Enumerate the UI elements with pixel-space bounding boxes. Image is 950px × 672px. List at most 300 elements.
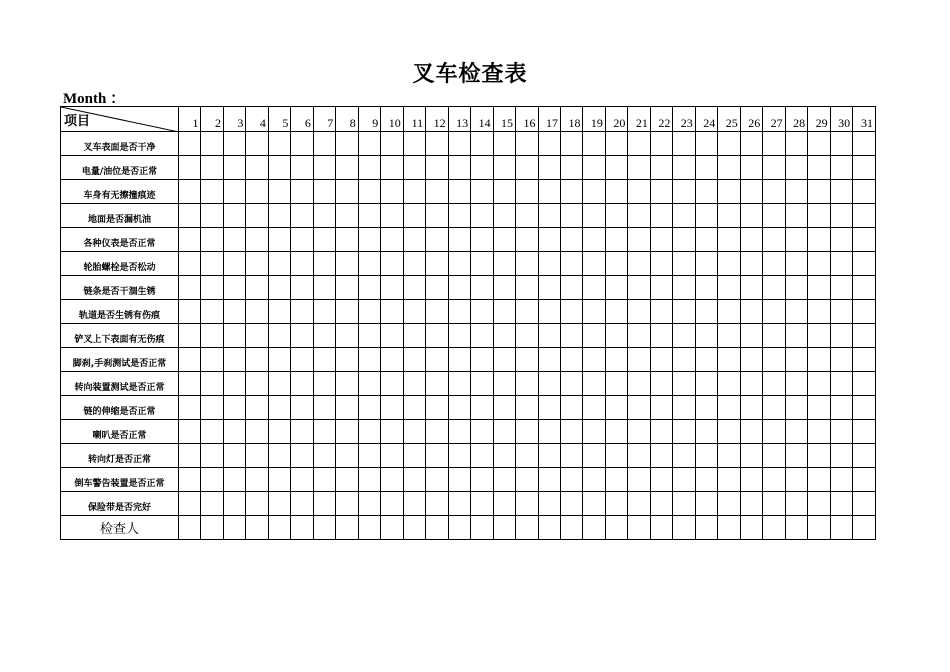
check-cell[interactable] xyxy=(448,132,470,156)
check-cell[interactable] xyxy=(381,444,403,468)
check-cell[interactable] xyxy=(583,132,605,156)
check-cell[interactable] xyxy=(336,180,358,204)
check-cell[interactable] xyxy=(830,180,852,204)
inspector-cell[interactable] xyxy=(403,516,425,540)
check-cell[interactable] xyxy=(313,468,335,492)
check-cell[interactable] xyxy=(673,348,695,372)
check-cell[interactable] xyxy=(223,252,245,276)
check-cell[interactable] xyxy=(493,396,515,420)
check-cell[interactable] xyxy=(785,492,807,516)
check-cell[interactable] xyxy=(223,276,245,300)
check-cell[interactable] xyxy=(538,348,560,372)
check-cell[interactable] xyxy=(763,156,785,180)
check-cell[interactable] xyxy=(381,324,403,348)
check-cell[interactable] xyxy=(673,180,695,204)
check-cell[interactable] xyxy=(179,156,201,180)
inspector-cell[interactable] xyxy=(516,516,538,540)
check-cell[interactable] xyxy=(830,156,852,180)
check-cell[interactable] xyxy=(268,492,290,516)
check-cell[interactable] xyxy=(403,156,425,180)
check-cell[interactable] xyxy=(740,324,762,348)
check-cell[interactable] xyxy=(785,468,807,492)
check-cell[interactable] xyxy=(246,444,268,468)
check-cell[interactable] xyxy=(268,180,290,204)
check-cell[interactable] xyxy=(246,324,268,348)
check-cell[interactable] xyxy=(538,204,560,228)
check-cell[interactable] xyxy=(763,228,785,252)
check-cell[interactable] xyxy=(718,252,740,276)
check-cell[interactable] xyxy=(628,132,650,156)
check-cell[interactable] xyxy=(358,324,380,348)
check-cell[interactable] xyxy=(830,252,852,276)
check-cell[interactable] xyxy=(605,204,627,228)
check-cell[interactable] xyxy=(853,300,876,324)
check-cell[interactable] xyxy=(471,444,493,468)
check-cell[interactable] xyxy=(516,300,538,324)
check-cell[interactable] xyxy=(493,324,515,348)
check-cell[interactable] xyxy=(426,252,448,276)
check-cell[interactable] xyxy=(358,300,380,324)
check-cell[interactable] xyxy=(695,420,717,444)
check-cell[interactable] xyxy=(201,132,223,156)
check-cell[interactable] xyxy=(650,300,672,324)
check-cell[interactable] xyxy=(853,396,876,420)
check-cell[interactable] xyxy=(336,156,358,180)
check-cell[interactable] xyxy=(628,468,650,492)
check-cell[interactable] xyxy=(718,348,740,372)
check-cell[interactable] xyxy=(313,324,335,348)
check-cell[interactable] xyxy=(471,180,493,204)
check-cell[interactable] xyxy=(268,252,290,276)
check-cell[interactable] xyxy=(291,228,313,252)
check-cell[interactable] xyxy=(628,180,650,204)
check-cell[interactable] xyxy=(448,204,470,228)
check-cell[interactable] xyxy=(381,396,403,420)
check-cell[interactable] xyxy=(246,276,268,300)
check-cell[interactable] xyxy=(471,468,493,492)
check-cell[interactable] xyxy=(583,372,605,396)
check-cell[interactable] xyxy=(516,468,538,492)
check-cell[interactable] xyxy=(268,276,290,300)
check-cell[interactable] xyxy=(695,180,717,204)
check-cell[interactable] xyxy=(853,156,876,180)
check-cell[interactable] xyxy=(426,180,448,204)
check-cell[interactable] xyxy=(493,132,515,156)
check-cell[interactable] xyxy=(246,492,268,516)
check-cell[interactable] xyxy=(740,420,762,444)
check-cell[interactable] xyxy=(516,396,538,420)
check-cell[interactable] xyxy=(560,300,582,324)
check-cell[interactable] xyxy=(493,300,515,324)
check-cell[interactable] xyxy=(695,372,717,396)
check-cell[interactable] xyxy=(336,228,358,252)
check-cell[interactable] xyxy=(268,396,290,420)
check-cell[interactable] xyxy=(403,132,425,156)
check-cell[interactable] xyxy=(830,468,852,492)
check-cell[interactable] xyxy=(538,468,560,492)
check-cell[interactable] xyxy=(336,492,358,516)
check-cell[interactable] xyxy=(740,276,762,300)
check-cell[interactable] xyxy=(718,372,740,396)
check-cell[interactable] xyxy=(830,444,852,468)
check-cell[interactable] xyxy=(201,228,223,252)
check-cell[interactable] xyxy=(448,180,470,204)
check-cell[interactable] xyxy=(718,444,740,468)
check-cell[interactable] xyxy=(853,372,876,396)
check-cell[interactable] xyxy=(538,492,560,516)
check-cell[interactable] xyxy=(785,228,807,252)
check-cell[interactable] xyxy=(246,420,268,444)
check-cell[interactable] xyxy=(538,156,560,180)
check-cell[interactable] xyxy=(448,252,470,276)
check-cell[interactable] xyxy=(763,300,785,324)
check-cell[interactable] xyxy=(336,324,358,348)
check-cell[interactable] xyxy=(538,228,560,252)
check-cell[interactable] xyxy=(808,396,830,420)
check-cell[interactable] xyxy=(583,420,605,444)
check-cell[interactable] xyxy=(785,180,807,204)
check-cell[interactable] xyxy=(201,492,223,516)
check-cell[interactable] xyxy=(650,276,672,300)
check-cell[interactable] xyxy=(560,180,582,204)
check-cell[interactable] xyxy=(268,300,290,324)
check-cell[interactable] xyxy=(201,468,223,492)
check-cell[interactable] xyxy=(763,396,785,420)
check-cell[interactable] xyxy=(291,420,313,444)
check-cell[interactable] xyxy=(673,132,695,156)
check-cell[interactable] xyxy=(223,300,245,324)
check-cell[interactable] xyxy=(808,180,830,204)
check-cell[interactable] xyxy=(650,252,672,276)
check-cell[interactable] xyxy=(628,204,650,228)
check-cell[interactable] xyxy=(201,252,223,276)
check-cell[interactable] xyxy=(358,276,380,300)
check-cell[interactable] xyxy=(673,276,695,300)
check-cell[interactable] xyxy=(336,444,358,468)
check-cell[interactable] xyxy=(448,300,470,324)
check-cell[interactable] xyxy=(493,468,515,492)
check-cell[interactable] xyxy=(650,156,672,180)
check-cell[interactable] xyxy=(605,228,627,252)
check-cell[interactable] xyxy=(426,300,448,324)
check-cell[interactable] xyxy=(493,228,515,252)
check-cell[interactable] xyxy=(291,396,313,420)
inspector-cell[interactable] xyxy=(426,516,448,540)
check-cell[interactable] xyxy=(605,468,627,492)
check-cell[interactable] xyxy=(381,372,403,396)
check-cell[interactable] xyxy=(201,444,223,468)
check-cell[interactable] xyxy=(785,324,807,348)
check-cell[interactable] xyxy=(313,252,335,276)
check-cell[interactable] xyxy=(718,276,740,300)
check-cell[interactable] xyxy=(853,228,876,252)
check-cell[interactable] xyxy=(291,252,313,276)
check-cell[interactable] xyxy=(785,420,807,444)
check-cell[interactable] xyxy=(246,348,268,372)
check-cell[interactable] xyxy=(808,276,830,300)
check-cell[interactable] xyxy=(830,300,852,324)
check-cell[interactable] xyxy=(223,156,245,180)
check-cell[interactable] xyxy=(560,420,582,444)
check-cell[interactable] xyxy=(246,372,268,396)
check-cell[interactable] xyxy=(740,468,762,492)
check-cell[interactable] xyxy=(695,156,717,180)
check-cell[interactable] xyxy=(313,156,335,180)
inspector-cell[interactable] xyxy=(538,516,560,540)
check-cell[interactable] xyxy=(201,348,223,372)
check-cell[interactable] xyxy=(336,300,358,324)
check-cell[interactable] xyxy=(246,156,268,180)
check-cell[interactable] xyxy=(426,396,448,420)
check-cell[interactable] xyxy=(718,204,740,228)
check-cell[interactable] xyxy=(673,468,695,492)
check-cell[interactable] xyxy=(718,300,740,324)
check-cell[interactable] xyxy=(763,372,785,396)
check-cell[interactable] xyxy=(336,468,358,492)
check-cell[interactable] xyxy=(201,420,223,444)
check-cell[interactable] xyxy=(673,444,695,468)
inspector-cell[interactable] xyxy=(560,516,582,540)
check-cell[interactable] xyxy=(763,492,785,516)
check-cell[interactable] xyxy=(179,228,201,252)
check-cell[interactable] xyxy=(291,468,313,492)
check-cell[interactable] xyxy=(448,228,470,252)
check-cell[interactable] xyxy=(785,204,807,228)
check-cell[interactable] xyxy=(650,180,672,204)
check-cell[interactable] xyxy=(695,492,717,516)
check-cell[interactable] xyxy=(853,468,876,492)
check-cell[interactable] xyxy=(471,420,493,444)
check-cell[interactable] xyxy=(718,492,740,516)
check-cell[interactable] xyxy=(291,348,313,372)
inspector-cell[interactable] xyxy=(246,516,268,540)
check-cell[interactable] xyxy=(223,228,245,252)
check-cell[interactable] xyxy=(673,420,695,444)
check-cell[interactable] xyxy=(291,492,313,516)
check-cell[interactable] xyxy=(268,228,290,252)
check-cell[interactable] xyxy=(538,324,560,348)
check-cell[interactable] xyxy=(830,204,852,228)
check-cell[interactable] xyxy=(358,444,380,468)
check-cell[interactable] xyxy=(785,252,807,276)
check-cell[interactable] xyxy=(291,132,313,156)
check-cell[interactable] xyxy=(628,156,650,180)
inspector-cell[interactable] xyxy=(650,516,672,540)
check-cell[interactable] xyxy=(313,180,335,204)
check-cell[interactable] xyxy=(471,132,493,156)
check-cell[interactable] xyxy=(605,180,627,204)
check-cell[interactable] xyxy=(560,156,582,180)
check-cell[interactable] xyxy=(403,348,425,372)
check-cell[interactable] xyxy=(291,156,313,180)
check-cell[interactable] xyxy=(223,492,245,516)
check-cell[interactable] xyxy=(448,324,470,348)
check-cell[interactable] xyxy=(201,276,223,300)
check-cell[interactable] xyxy=(808,252,830,276)
inspector-cell[interactable] xyxy=(201,516,223,540)
check-cell[interactable] xyxy=(493,252,515,276)
check-cell[interactable] xyxy=(605,276,627,300)
check-cell[interactable] xyxy=(403,180,425,204)
check-cell[interactable] xyxy=(650,420,672,444)
check-cell[interactable] xyxy=(740,396,762,420)
check-cell[interactable] xyxy=(201,396,223,420)
check-cell[interactable] xyxy=(471,396,493,420)
check-cell[interactable] xyxy=(628,324,650,348)
check-cell[interactable] xyxy=(358,180,380,204)
check-cell[interactable] xyxy=(628,276,650,300)
check-cell[interactable] xyxy=(448,444,470,468)
check-cell[interactable] xyxy=(538,132,560,156)
check-cell[interactable] xyxy=(448,420,470,444)
check-cell[interactable] xyxy=(471,156,493,180)
check-cell[interactable] xyxy=(808,132,830,156)
check-cell[interactable] xyxy=(830,420,852,444)
check-cell[interactable] xyxy=(268,156,290,180)
check-cell[interactable] xyxy=(605,420,627,444)
inspector-cell[interactable] xyxy=(291,516,313,540)
check-cell[interactable] xyxy=(336,396,358,420)
check-cell[interactable] xyxy=(246,228,268,252)
check-cell[interactable] xyxy=(853,132,876,156)
check-cell[interactable] xyxy=(808,300,830,324)
check-cell[interactable] xyxy=(650,204,672,228)
check-cell[interactable] xyxy=(808,324,830,348)
inspector-cell[interactable] xyxy=(740,516,762,540)
check-cell[interactable] xyxy=(628,444,650,468)
check-cell[interactable] xyxy=(763,444,785,468)
check-cell[interactable] xyxy=(426,468,448,492)
check-cell[interactable] xyxy=(268,204,290,228)
check-cell[interactable] xyxy=(516,324,538,348)
check-cell[interactable] xyxy=(179,252,201,276)
check-cell[interactable] xyxy=(179,468,201,492)
check-cell[interactable] xyxy=(246,396,268,420)
check-cell[interactable] xyxy=(246,180,268,204)
check-cell[interactable] xyxy=(179,276,201,300)
check-cell[interactable] xyxy=(516,444,538,468)
check-cell[interactable] xyxy=(718,324,740,348)
inspector-cell[interactable] xyxy=(763,516,785,540)
check-cell[interactable] xyxy=(718,468,740,492)
check-cell[interactable] xyxy=(179,420,201,444)
check-cell[interactable] xyxy=(808,228,830,252)
check-cell[interactable] xyxy=(403,204,425,228)
check-cell[interactable] xyxy=(201,300,223,324)
check-cell[interactable] xyxy=(538,276,560,300)
check-cell[interactable] xyxy=(650,492,672,516)
check-cell[interactable] xyxy=(830,492,852,516)
check-cell[interactable] xyxy=(336,420,358,444)
check-cell[interactable] xyxy=(201,180,223,204)
check-cell[interactable] xyxy=(763,348,785,372)
check-cell[interactable] xyxy=(853,324,876,348)
check-cell[interactable] xyxy=(426,444,448,468)
inspector-cell[interactable] xyxy=(313,516,335,540)
check-cell[interactable] xyxy=(830,396,852,420)
check-cell[interactable] xyxy=(403,396,425,420)
check-cell[interactable] xyxy=(516,372,538,396)
check-cell[interactable] xyxy=(763,132,785,156)
check-cell[interactable] xyxy=(516,228,538,252)
check-cell[interactable] xyxy=(381,300,403,324)
check-cell[interactable] xyxy=(426,324,448,348)
check-cell[interactable] xyxy=(650,372,672,396)
check-cell[interactable] xyxy=(605,372,627,396)
check-cell[interactable] xyxy=(471,276,493,300)
check-cell[interactable] xyxy=(223,132,245,156)
check-cell[interactable] xyxy=(763,276,785,300)
check-cell[interactable] xyxy=(358,396,380,420)
check-cell[interactable] xyxy=(516,492,538,516)
inspector-cell[interactable] xyxy=(268,516,290,540)
check-cell[interactable] xyxy=(426,204,448,228)
check-cell[interactable] xyxy=(853,492,876,516)
check-cell[interactable] xyxy=(179,348,201,372)
check-cell[interactable] xyxy=(516,132,538,156)
check-cell[interactable] xyxy=(605,492,627,516)
inspector-cell[interactable] xyxy=(583,516,605,540)
check-cell[interactable] xyxy=(313,132,335,156)
check-cell[interactable] xyxy=(785,396,807,420)
check-cell[interactable] xyxy=(403,372,425,396)
check-cell[interactable] xyxy=(628,396,650,420)
check-cell[interactable] xyxy=(560,492,582,516)
check-cell[interactable] xyxy=(740,372,762,396)
check-cell[interactable] xyxy=(695,396,717,420)
check-cell[interactable] xyxy=(763,204,785,228)
check-cell[interactable] xyxy=(650,396,672,420)
check-cell[interactable] xyxy=(740,204,762,228)
check-cell[interactable] xyxy=(695,204,717,228)
inspector-cell[interactable] xyxy=(853,516,876,540)
inspector-cell[interactable] xyxy=(358,516,380,540)
check-cell[interactable] xyxy=(493,420,515,444)
check-cell[interactable] xyxy=(223,372,245,396)
check-cell[interactable] xyxy=(560,324,582,348)
check-cell[interactable] xyxy=(336,252,358,276)
check-cell[interactable] xyxy=(291,204,313,228)
check-cell[interactable] xyxy=(560,132,582,156)
check-cell[interactable] xyxy=(403,492,425,516)
check-cell[interactable] xyxy=(358,372,380,396)
check-cell[interactable] xyxy=(673,252,695,276)
check-cell[interactable] xyxy=(268,324,290,348)
check-cell[interactable] xyxy=(471,228,493,252)
check-cell[interactable] xyxy=(785,372,807,396)
check-cell[interactable] xyxy=(785,132,807,156)
check-cell[interactable] xyxy=(471,492,493,516)
inspector-cell[interactable] xyxy=(179,516,201,540)
check-cell[interactable] xyxy=(313,204,335,228)
check-cell[interactable] xyxy=(179,204,201,228)
check-cell[interactable] xyxy=(448,492,470,516)
check-cell[interactable] xyxy=(695,468,717,492)
check-cell[interactable] xyxy=(673,492,695,516)
check-cell[interactable] xyxy=(493,348,515,372)
check-cell[interactable] xyxy=(673,156,695,180)
check-cell[interactable] xyxy=(358,156,380,180)
check-cell[interactable] xyxy=(808,468,830,492)
check-cell[interactable] xyxy=(538,396,560,420)
inspector-cell[interactable] xyxy=(695,516,717,540)
check-cell[interactable] xyxy=(650,324,672,348)
check-cell[interactable] xyxy=(516,348,538,372)
check-cell[interactable] xyxy=(223,396,245,420)
check-cell[interactable] xyxy=(358,204,380,228)
check-cell[interactable] xyxy=(650,468,672,492)
check-cell[interactable] xyxy=(718,180,740,204)
